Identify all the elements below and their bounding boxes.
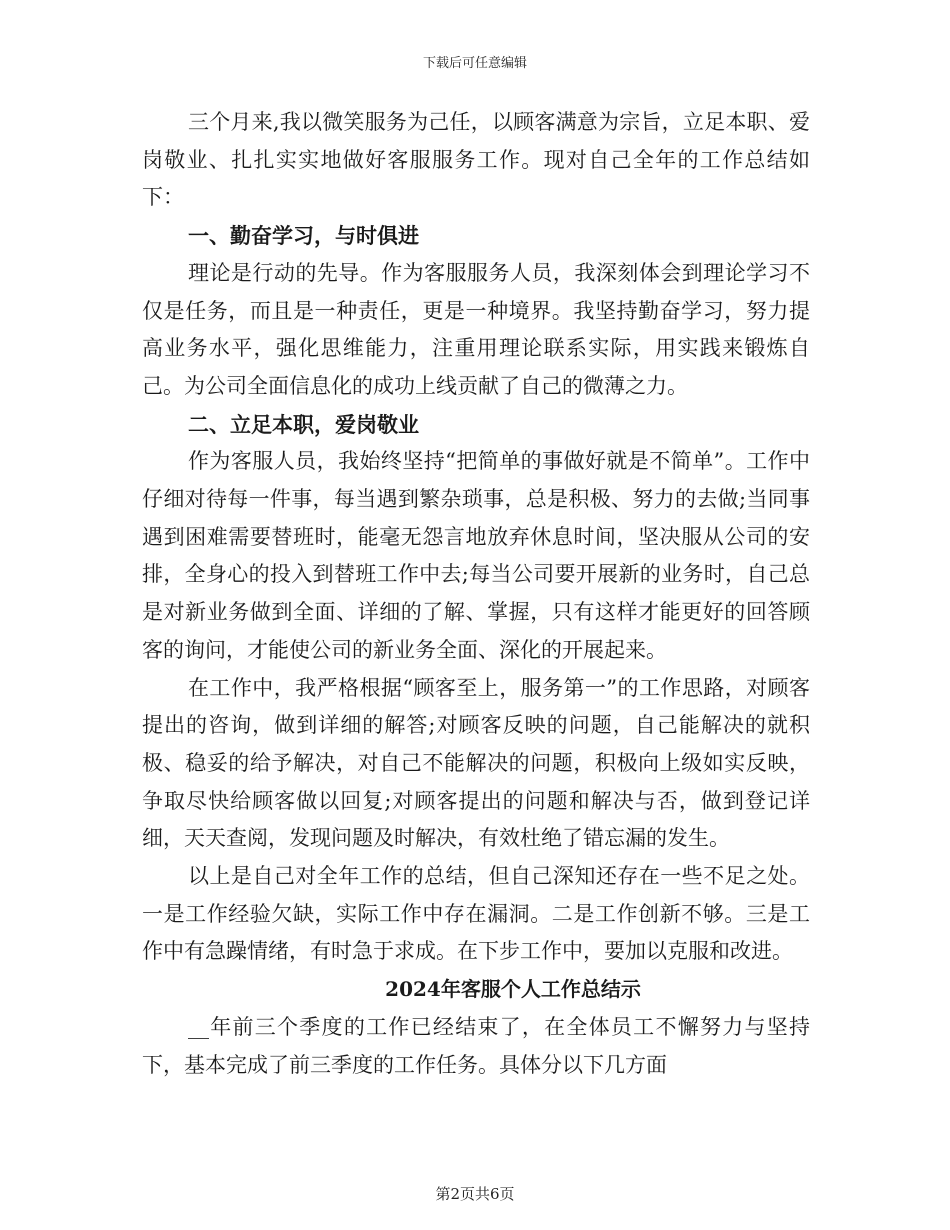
document-title: 2024年客服个人工作总结示	[385, 977, 641, 1002]
page-header: 下载后可任意编辑	[422, 56, 527, 71]
section-2-paragraph-2: 在工作中，我严格根据“顾客至上，服务第一”的工作思路，对顾客提出的咨询，做到详细的解答;对顾客反映的问题，自己能解决的就积极、稳妥的给予解决，对自己不能解决的问题，积极向上级如实反映，争取尽快给顾客做以回复;对顾客提出的问题和解决与否，做到登记详细，天天查阅，发现问题及时解决，有效杜绝了错忘漏的发生。	[142, 675, 810, 851]
new-section-paragraph: __年前三个季度的工作已经结束了，在全体员工不懈努力与坚持下，基本完成了前三季度的工作任务。具体分以下几方面	[142, 1014, 810, 1077]
section-1-paragraph: 理论是行动的先导。作为客服服务人员，我深刻体会到理论学习不仅是任务，而且是一种责任，更是一种境界。我坚持勤奋学习，努力提高业务水平，强化思维能力，注重用理论联系实际，用实践来锻炼自己。为公司全面信息化的成功上线贡献了自己的微薄之力。	[142, 260, 810, 398]
document-body	[142, 104, 810, 1084]
section-heading-1: 一、勤奋学习，与时俱进	[188, 223, 419, 249]
page-footer: 第2页共6页	[435, 1185, 515, 1203]
section-heading-2: 二、立足本职，爱岗敬业	[188, 411, 419, 437]
intro-paragraph: 三个月来,我以微笑服务为己任，以顾客满意为宗旨，立足本职、爱岗敬业、扎扎实实地做好客服服务工作。现对自己全年的工作总结如下：	[142, 110, 810, 210]
closing-paragraph: 以上是自己对全年工作的总结，但自己深知还存在一些不足之处。一是工作经验欠缺，实际工作中存在漏洞。二是工作创新不够。三是工作中有急躁情绪，有时急于求成。在下步工作中，要加以克服和改进。	[142, 864, 810, 964]
section-2-paragraph-1: 作为客服人员，我始终坚持“把简单的事做好就是不简单”。工作中仔细对待每一件事，每当遇到繁杂琐事，总是积极、努力的去做;当同事遇到困难需要替班时，能毫无怨言地放弃休息时间，坚决服从公司的安排，全身心的投入到替班工作中去;每当公司要开展新的业务时，自己总是对新业务做到全面、详细的了解、掌握，只有这样才能更好的回答顾客的询问，才能使公司的新业务全面、深化的开展起来。	[142, 449, 810, 662]
